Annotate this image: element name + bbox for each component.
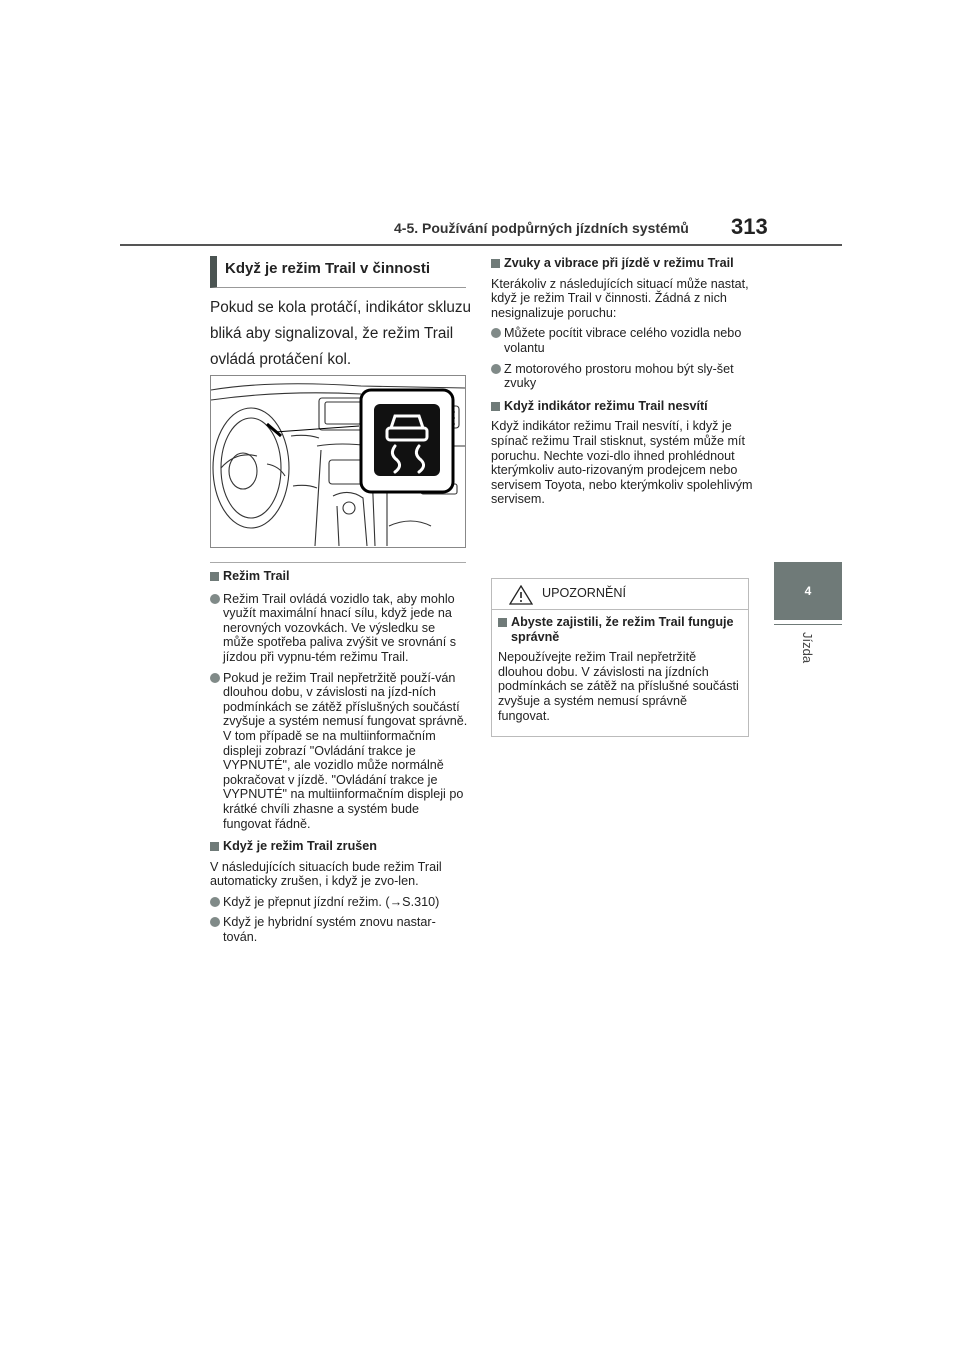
warning-box — [491, 578, 749, 737]
subheading-trail-cancelled: Když je režim Trail zrušen — [210, 839, 468, 854]
section-heading-text: Když je režim Trail v činnosti — [225, 260, 431, 277]
list-item: Když je hybridní systém znovu nastar-tován. — [210, 915, 468, 944]
warning-heading: Abyste zajistili, že režim Trail funguje správně — [498, 615, 742, 644]
list-item: Z motorového prostoru mohou být sly-šet zvuky — [491, 362, 753, 391]
paragraph: Kterákoliv z následujících situací může nastat, když je režim Trail v činnosti. Žádná z nich nesignalizuje poruchu: — [491, 276, 749, 320]
figure-rule — [210, 562, 466, 563]
warning-text: Nepoužívejte režim Trail nepřetržitě dlouhou dobu. V závislosti na jízdních podmínkách se zátěž na příslušné součásti zvyšuje a systém nemusí správně fungovat. — [498, 650, 739, 723]
chapter-tab[interactable]: 4 — [774, 562, 842, 620]
warning-triangle-icon — [509, 585, 533, 605]
section-heading — [210, 256, 466, 288]
warning-title: UPOZORNĚNÍ — [542, 586, 626, 600]
dashboard-illustration — [210, 375, 466, 548]
subheading-trail-mode: Režim Trail — [210, 569, 468, 584]
list-item: Můžete pocítit vibrace celého vozidla nebo volantu — [491, 326, 753, 355]
header-rule — [120, 244, 842, 246]
paragraph: Když indikátor režimu Trail nesvítí, i když je spínač režimu Trail stisknut, systém může mít poruchu. Nechte vozi-dlo ihned prohlédnout kterýmkoliv auto-rizovaným prodejcem nebo servisem Toyota, nebo kterýmkoliv spolehlivým servisem. — [491, 419, 753, 507]
lead-paragraph: Pokud se kola protáčí, indikátor skluzu bliká aby signalizoval, že režim Trail ovládá protáčení kol. — [210, 299, 472, 368]
dashboard-drawing — [211, 376, 465, 547]
list-item: Pokud je režim Trail nepřetržitě použí-ván dlouhou dobu, v závislosti na jízd-ních podmínkách se zátěž příslušných součástí zvyšuje a systém nemusí fungovat správně. V tom případě se na multiinformačním displeji zobrazí "Ovládání trakce je VYPNUTÉ", ale vozidlo může normálně pokračovat v jízdě. "Ovládání trakce je VYPNUTÉ" na multiinformačním displeji po krátké chvíli zhasne a systém bude fungovat řádně. — [210, 671, 468, 832]
page-number: 313 — [731, 214, 768, 239]
tab-divider — [774, 624, 842, 625]
paragraph: V následujících situacích bude režim Trail automaticky zrušen, i když je zvo-len. — [210, 859, 442, 889]
list-item: Režim Trail ovládá vozidlo tak, aby mohlo využít maximální hnací sílu, když jede na nerovných vozovkách. Ve výsledku se může spotřeba paliva zvýšit ve srovnání s jízdou při vypnu-tém režimu Trail. — [210, 592, 468, 665]
list-item: Když je přepnut jízdní režim. (→S.310) — [210, 895, 468, 910]
warning-header — [492, 579, 748, 610]
subheading-sounds-vibration: Zvuky a vibrace při jízdě v režimu Trail — [491, 256, 753, 271]
chapter-label: Jízda — [800, 632, 815, 664]
left-column — [210, 569, 468, 945]
right-column — [491, 256, 753, 507]
subheading-indicator-off: Když indikátor režimu Trail nesvítí — [491, 399, 753, 414]
section-title: 4-5. Používání podpůrných jízdních systémů — [394, 220, 689, 236]
